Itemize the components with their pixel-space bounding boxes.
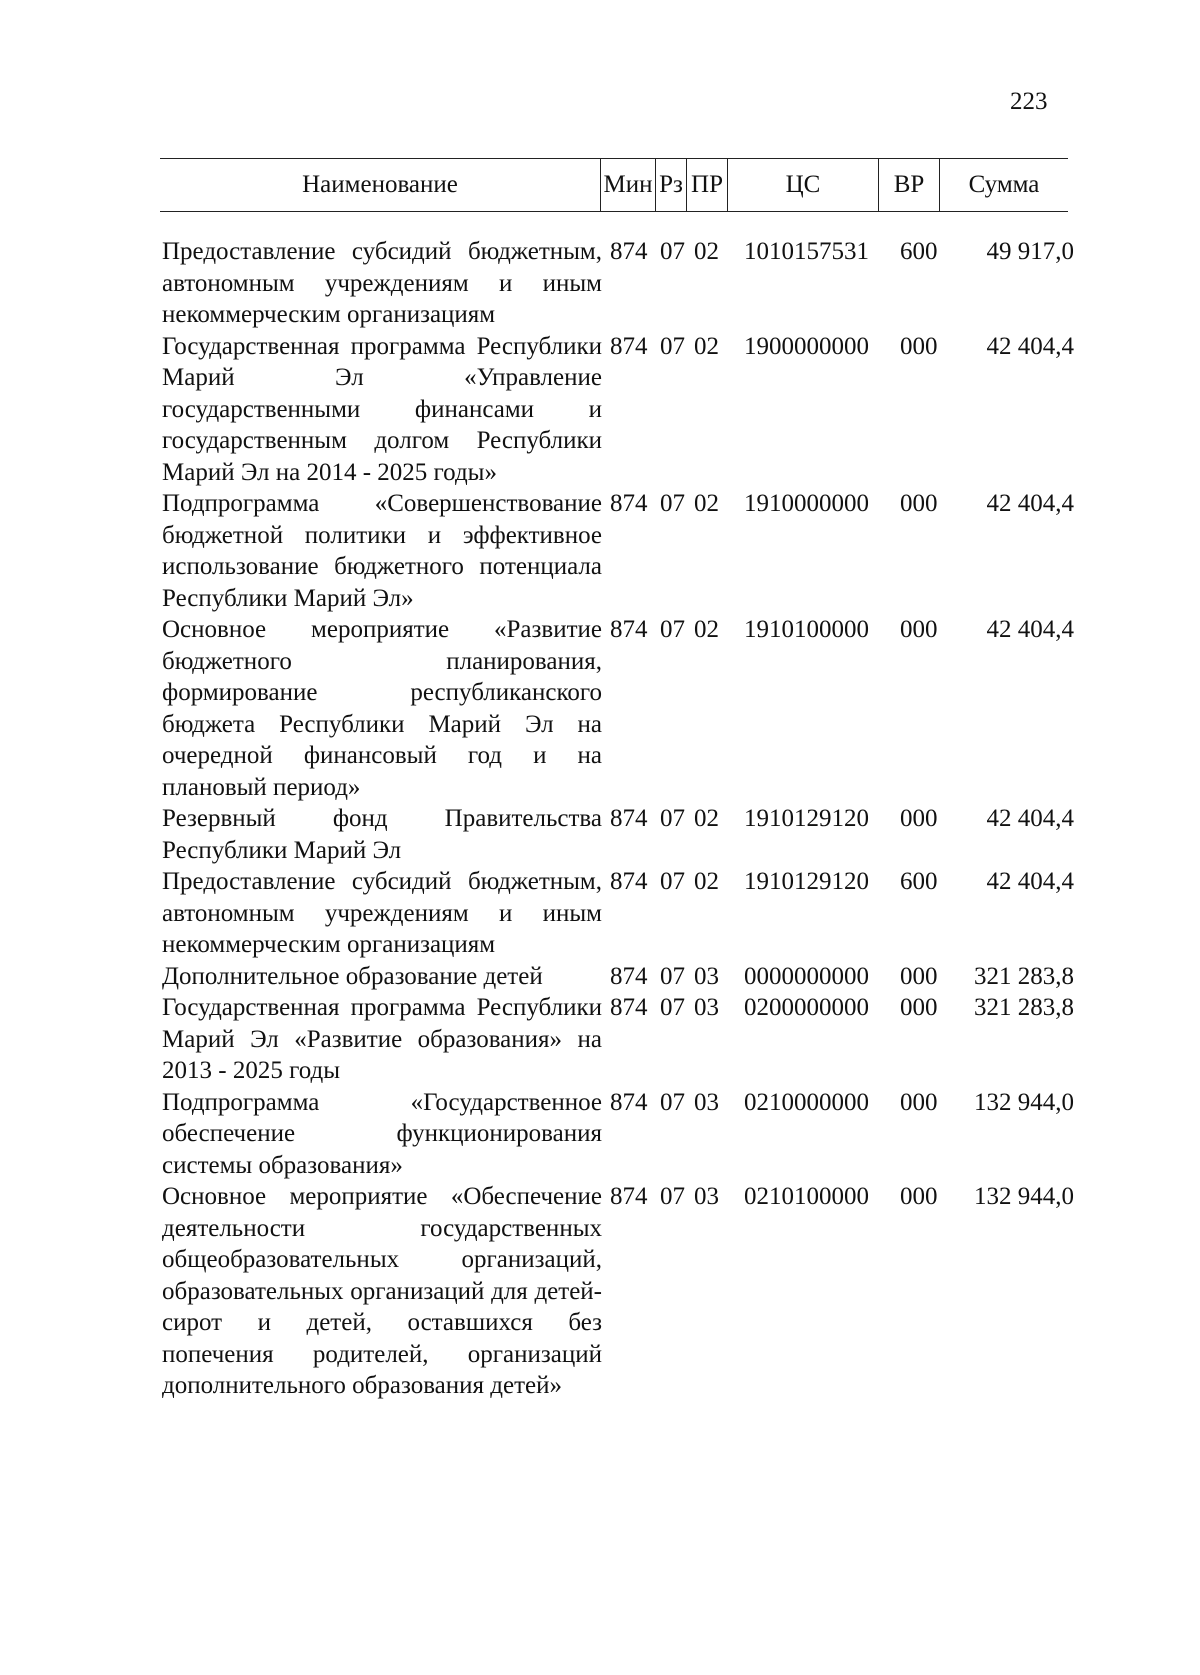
cell-pr: 02 [694, 805, 719, 832]
table-row [162, 992, 1082, 1087]
cell-cs: 1010157531 [744, 238, 869, 265]
header-cs: ЦС [728, 159, 879, 211]
cell-min: 874 [610, 994, 648, 1021]
table-header [160, 158, 1068, 212]
table-row [162, 614, 1082, 803]
cell-sum: 42 404,4 [986, 805, 1074, 832]
cell-vr: 000 [900, 616, 938, 643]
cell-min: 874 [610, 238, 648, 265]
header-rz: Рз [655, 159, 686, 211]
cell-min: 874 [610, 332, 648, 360]
table-row [162, 1181, 1082, 1402]
cell-rz: 07 [660, 1088, 685, 1116]
cell-pr: 02 [694, 332, 719, 360]
cell-rz: 07 [660, 805, 685, 832]
header-min: Мин [600, 159, 655, 211]
cell-vr: 000 [900, 962, 938, 990]
cell-rz: 07 [660, 490, 685, 517]
cell-sum: 42 404,4 [986, 332, 1074, 360]
cell-sum: 42 404,4 [986, 490, 1074, 517]
table-row [162, 488, 1082, 614]
cell-min: 874 [610, 805, 648, 832]
cell-pr: 02 [694, 490, 719, 517]
cell-rz: 07 [660, 332, 685, 360]
cell-pr: 03 [694, 1183, 719, 1210]
cell-vr: 000 [900, 332, 938, 360]
cell-name: Резервный фонд Правительства Республики Марий Эл [162, 805, 602, 864]
cell-min: 874 [610, 616, 648, 643]
cell-cs: 1910000000 [744, 490, 869, 517]
cell-rz: 07 [660, 962, 685, 990]
cell-pr: 03 [694, 1088, 719, 1116]
cell-vr: 600 [900, 868, 938, 895]
cell-name: Государственная программа Республики Марий Эл «Развитие образования» на 2013 - 2025 годы [162, 994, 602, 1084]
cell-name: Предоставление субсидий бюджетным, автономным учреждениям и иным некоммерческим организациям [162, 868, 602, 958]
page-number: 223 [1010, 88, 1048, 115]
cell-sum: 321 283,8 [974, 994, 1074, 1021]
header-name: Наименование [302, 171, 458, 198]
cell-name: Подпрограмма «Государственное обеспечение функционирования системы образования» [162, 1088, 602, 1179]
cell-pr: 02 [694, 616, 719, 643]
cell-pr: 02 [694, 868, 719, 895]
table-row [162, 331, 1082, 489]
cell-min: 874 [610, 962, 648, 990]
table-row [162, 236, 1082, 331]
cell-cs: 1900000000 [744, 332, 869, 360]
cell-cs: 0210000000 [744, 1088, 869, 1116]
cell-name: Основное мероприятие «Развитие бюджетного планирования, формирование республиканского бюджета Республики Марий Эл на очередной финансовый год и на плановый период» [162, 616, 602, 801]
cell-cs: 1910129120 [744, 868, 869, 895]
cell-name: Подпрограмма «Совершенствование бюджетной политики и эффективное использование бюджетного потенциала Республики Марий Эл» [162, 490, 602, 612]
cell-sum: 49 917,0 [986, 238, 1074, 265]
cell-vr: 000 [900, 994, 938, 1021]
cell-sum: 132 944,0 [974, 1183, 1074, 1210]
cell-name: Основное мероприятие «Обеспечение деятельности государственных общеобразовательных организаций, образовательных организаций для детей-сирот и детей, оставшихся без попечения родителей, организаций дополнительного образования детей» [162, 1183, 602, 1399]
cell-vr: 000 [900, 1183, 938, 1210]
cell-cs: 1910129120 [744, 805, 869, 832]
cell-name: Дополнительное образование детей [162, 962, 543, 990]
cell-pr: 03 [694, 994, 719, 1021]
header-sum: Сумма [968, 171, 1040, 198]
cell-min: 874 [610, 1088, 648, 1116]
header-pr: ПР [686, 159, 728, 211]
cell-cs: 1910100000 [744, 616, 869, 643]
table-row [162, 866, 1082, 961]
cell-vr: 000 [900, 1088, 938, 1116]
table-body [162, 236, 1082, 1402]
cell-vr: 000 [900, 490, 938, 517]
cell-rz: 07 [660, 994, 685, 1021]
cell-pr: 03 [694, 962, 719, 990]
cell-name: Предоставление субсидий бюджетным, автономным учреждениям и иным некоммерческим организациям [162, 238, 602, 328]
table-row [162, 1087, 1082, 1182]
cell-sum: 42 404,4 [986, 616, 1074, 643]
cell-cs: 0000000000 [744, 962, 869, 990]
cell-rz: 07 [660, 616, 685, 643]
cell-name: Государственная программа Республики Марий Эл «Управление государственными финансами и государственным долгом Республики Марий Эл на 2014 - 2025 годы» [162, 332, 602, 486]
cell-vr: 600 [900, 238, 938, 265]
table-row [162, 803, 1082, 866]
cell-min: 874 [610, 490, 648, 517]
cell-rz: 07 [660, 238, 685, 265]
cell-rz: 07 [660, 868, 685, 895]
cell-cs: 0200000000 [744, 994, 869, 1021]
cell-min: 874 [610, 868, 648, 895]
cell-pr: 02 [694, 238, 719, 265]
cell-sum: 321 283,8 [974, 962, 1074, 990]
cell-vr: 000 [900, 805, 938, 832]
cell-min: 874 [610, 1183, 648, 1210]
cell-rz: 07 [660, 1183, 685, 1210]
table-row [162, 961, 1082, 993]
header-vr: ВР [879, 159, 940, 211]
cell-sum: 132 944,0 [974, 1088, 1074, 1116]
cell-sum: 42 404,4 [986, 868, 1074, 895]
cell-cs: 0210100000 [744, 1183, 869, 1210]
